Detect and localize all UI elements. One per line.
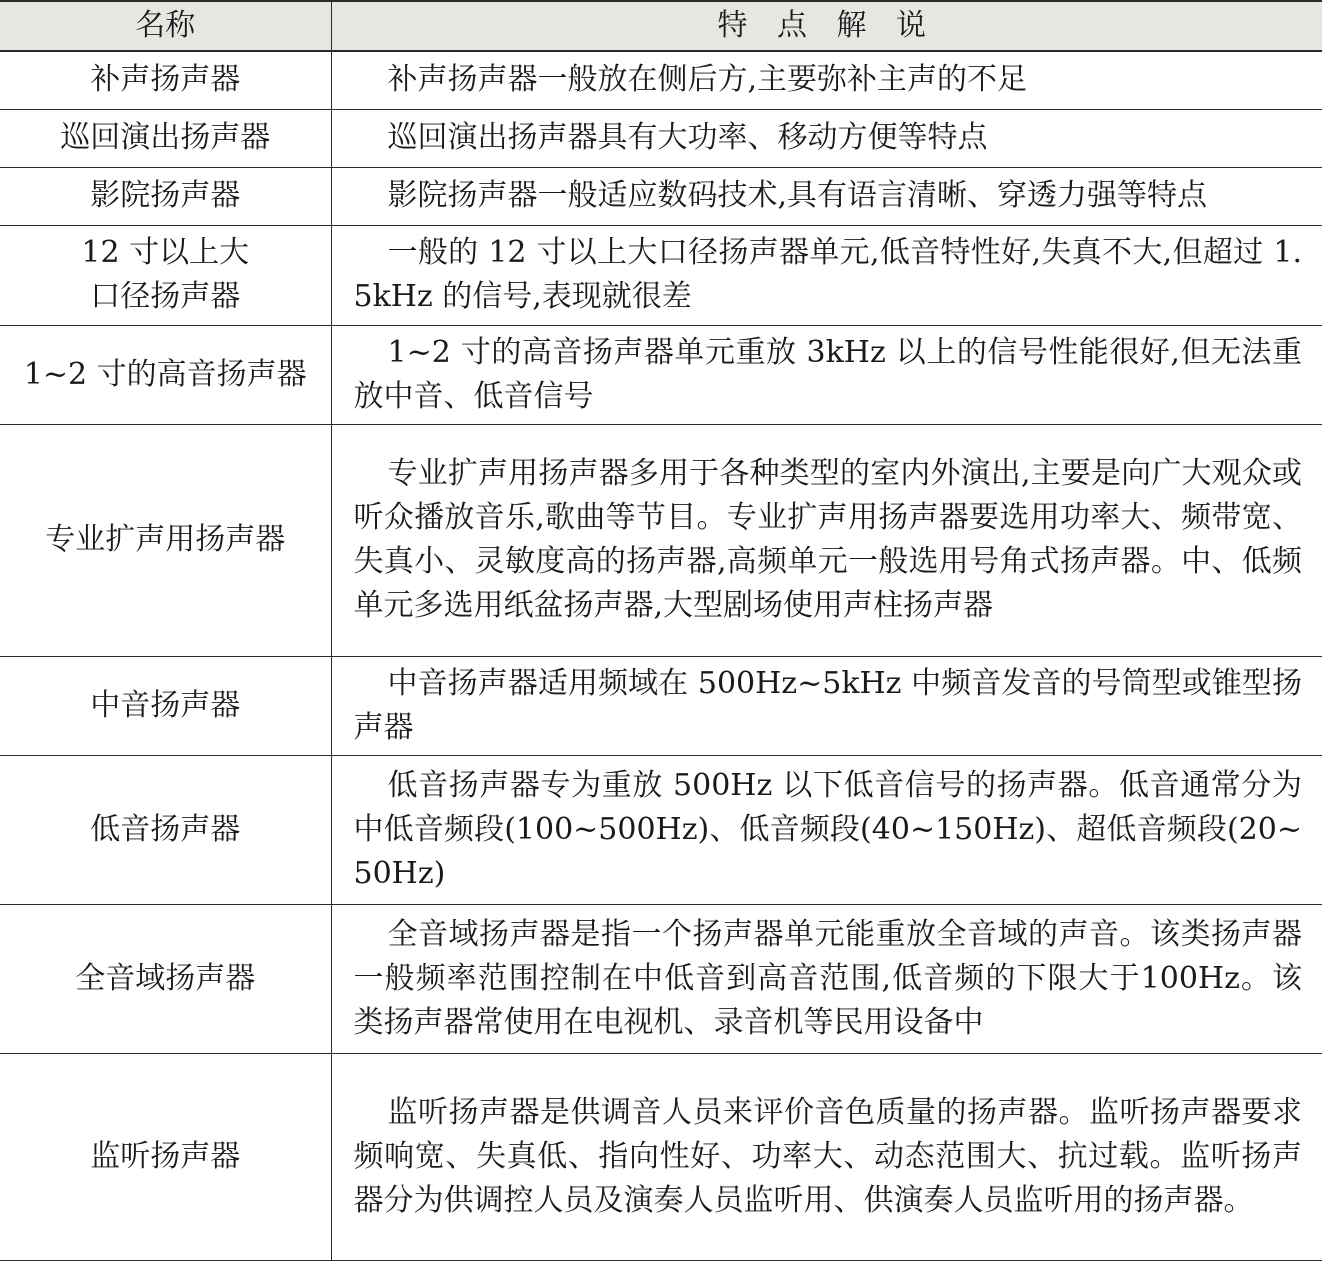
table-row: [0, 1053, 1322, 1260]
speaker-description: 专业扩声用扬声器多用于各种类型的室内外演出,主要是向广大观众或听众播放音乐,歌曲等节目。专业扩声用扬声器要选用功率大、频带宽、失真小、灵敏度高的扬声器,高频单元一般选用号角式扬声器。中、低频单元多选用纸盆扬声器,大型剧场使用声柱扬声器: [331, 424, 1322, 656]
header-row: [0, 1, 1322, 51]
speaker-description: 全音域扬声器是指一个扬声器单元能重放全音域的声音。该类扬声器一般频率范围控制在中低音到高音范围,低音频的下限大于100Hz。该类扬声器常使用在电视机、录音机等民用设备中: [331, 904, 1322, 1053]
speaker-name: 影院扬声器: [0, 167, 331, 225]
table-row: [0, 424, 1322, 656]
speaker-description: 中音扬声器适用频域在 500Hz~5kHz 中频音发音的号筒型或锥型扬声器: [331, 656, 1322, 755]
table-row: [0, 109, 1322, 167]
speaker-name: 低音扬声器: [0, 755, 331, 904]
speaker-name: 1~2 寸的高音扬声器: [0, 325, 331, 424]
table-row: [0, 755, 1322, 904]
table-header: [0, 1, 1322, 51]
speaker-name: 巡回演出扬声器: [0, 109, 331, 167]
table-row: [0, 656, 1322, 755]
header-name: 名称: [0, 1, 331, 51]
speaker-description: 监听扬声器是供调音人员来评价音色质量的扬声器。监听扬声器要求频响宽、失真低、指向性好、功率大、动态范围大、抗过载。监听扬声器分为供调控人员及演奏人员监听用、供演奏人员监听用的扬声器。: [331, 1053, 1322, 1260]
table-row: [0, 904, 1322, 1053]
table-row: [0, 225, 1322, 325]
table-body: [0, 51, 1322, 1260]
speaker-name: 专业扩声用扬声器: [0, 424, 331, 656]
header-description: 特 点 解 说: [331, 1, 1322, 51]
speaker-description: 影院扬声器一般适应数码技术,具有语言清晰、穿透力强等特点: [331, 167, 1322, 225]
table-row: [0, 325, 1322, 424]
speaker-description: 补声扬声器一般放在侧后方,主要弥补主声的不足: [331, 51, 1322, 109]
table-row: [0, 51, 1322, 109]
speaker-name: 中音扬声器: [0, 656, 331, 755]
speaker-name: 12 寸以上大 口径扬声器: [0, 225, 331, 325]
speaker-description: 一般的 12 寸以上大口径扬声器单元,低音特性好,失真不大,但超过 1.5kHz 的信号,表现就很差: [331, 225, 1322, 325]
speaker-description: 低音扬声器专为重放 500Hz 以下低音信号的扬声器。低音通常分为中低音频段(100~500Hz)、低音频段(40~150Hz)、超低音频段(20~50Hz): [331, 755, 1322, 904]
table-row: [0, 167, 1322, 225]
speaker-description: 1~2 寸的高音扬声器单元重放 3kHz 以上的信号性能很好,但无法重放中音、低音信号: [331, 325, 1322, 424]
speaker-name: 监听扬声器: [0, 1053, 331, 1260]
speaker-description: 巡回演出扬声器具有大功率、移动方便等特点: [331, 109, 1322, 167]
speaker-name: 补声扬声器: [0, 51, 331, 109]
speaker-name: 全音域扬声器: [0, 904, 331, 1053]
